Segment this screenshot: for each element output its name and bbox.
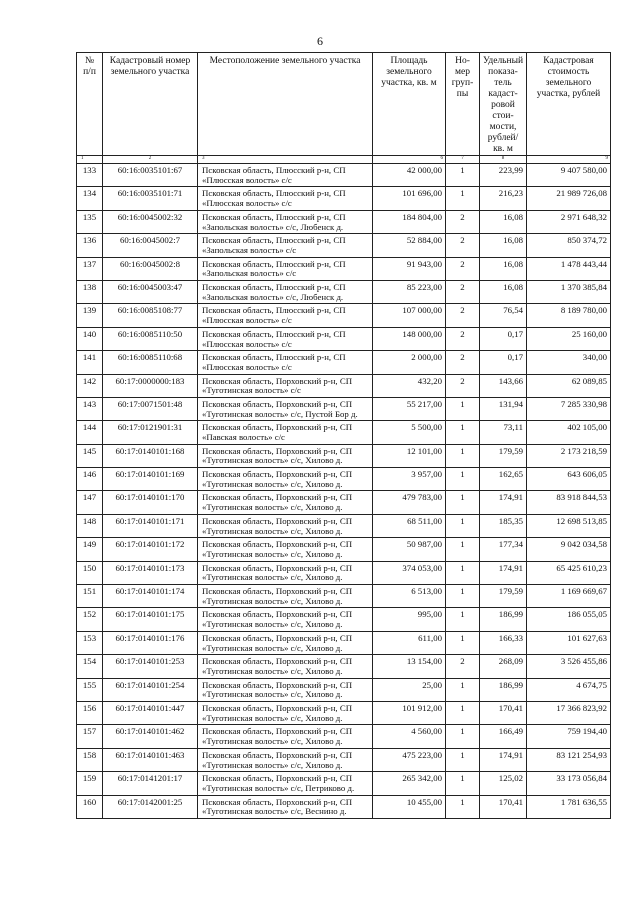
cadastral-cost: 12 698 513,85 bbox=[527, 514, 611, 537]
location: Псковская область, Порховский р-н, СП «Туготинская волость» с/с, Хилово д. bbox=[198, 748, 373, 771]
specific-value: 166,49 bbox=[480, 725, 527, 748]
area: 2 000,00 bbox=[373, 351, 446, 374]
table-header-row bbox=[77, 53, 611, 156]
cadastral-number: 60:16:0085110:68 bbox=[103, 351, 198, 374]
group-number: 2 bbox=[446, 210, 480, 233]
cadastral-number: 60:16:0035101:71 bbox=[103, 187, 198, 210]
group-number: 1 bbox=[446, 772, 480, 795]
cadastral-number: 60:17:0140101:462 bbox=[103, 725, 198, 748]
group-number: 1 bbox=[446, 514, 480, 537]
header-location: Местоположение земельного участка bbox=[198, 53, 373, 156]
cadastral-cost: 101 627,63 bbox=[527, 631, 611, 654]
location: Псковская область, Порховский р-н, СП «Павская волость» с/с bbox=[198, 421, 373, 444]
cadastral-number: 60:17:0140101:171 bbox=[103, 514, 198, 537]
group-number: 2 bbox=[446, 374, 480, 397]
group-number: 1 bbox=[446, 795, 480, 818]
table-body bbox=[77, 164, 611, 819]
table-row bbox=[77, 468, 611, 491]
cadastral-number: 60:17:0071501:48 bbox=[103, 397, 198, 420]
table-row bbox=[77, 538, 611, 561]
table-row bbox=[77, 421, 611, 444]
location: Псковская область, Порховский р-н, СП «Туготинская волость» с/с, Пустой Бор д. bbox=[198, 397, 373, 420]
header-num: № п/п bbox=[77, 53, 103, 156]
group-number: 2 bbox=[446, 351, 480, 374]
row-number: 137 bbox=[77, 257, 103, 280]
specific-value: 143,66 bbox=[480, 374, 527, 397]
location: Псковская область, Плюсский р-н, СП «Плюсская волость» с/с bbox=[198, 304, 373, 327]
table-row bbox=[77, 514, 611, 537]
group-number: 2 bbox=[446, 257, 480, 280]
area: 3 957,00 bbox=[373, 468, 446, 491]
cadastral-number: 60:17:0140101:254 bbox=[103, 678, 198, 701]
column-number: 9 bbox=[527, 156, 611, 164]
specific-value: 16,08 bbox=[480, 234, 527, 257]
cadastral-cost: 83 918 844,53 bbox=[527, 491, 611, 514]
location: Псковская область, Порховский р-н, СП «Туготинская волость» с/с bbox=[198, 374, 373, 397]
group-number: 1 bbox=[446, 187, 480, 210]
location: Псковская область, Порховский р-н, СП «Туготинская волость» с/с, Хилово д. bbox=[198, 585, 373, 608]
row-number: 151 bbox=[77, 585, 103, 608]
cadastral-number: 60:17:0142001:25 bbox=[103, 795, 198, 818]
location: Псковская область, Порховский р-н, СП «Туготинская волость» с/с, Хилово д. bbox=[198, 514, 373, 537]
table-row bbox=[77, 351, 611, 374]
row-number: 138 bbox=[77, 280, 103, 303]
group-number: 1 bbox=[446, 491, 480, 514]
row-number: 145 bbox=[77, 444, 103, 467]
group-number: 1 bbox=[446, 748, 480, 771]
location: Псковская область, Порховский р-н, СП «Туготинская волость» с/с, Петриково д. bbox=[198, 772, 373, 795]
group-number: 1 bbox=[446, 585, 480, 608]
location: Псковская область, Плюсский р-н, СП «Запольская волость» с/с, Любенск д. bbox=[198, 280, 373, 303]
area: 42 000,00 bbox=[373, 164, 446, 187]
location: Псковская область, Плюсский р-н, СП «Запольская волость» с/с bbox=[198, 257, 373, 280]
header-specific-value: Удельный показа- тель кадаст- ровой стои- мости, рублей/ кв. м bbox=[480, 53, 527, 156]
header-group: Но- мер груп- пы bbox=[446, 53, 480, 156]
row-number: 135 bbox=[77, 210, 103, 233]
table-row bbox=[77, 608, 611, 631]
cadastral-cost: 9 042 034,58 bbox=[527, 538, 611, 561]
area: 148 000,00 bbox=[373, 327, 446, 350]
area: 12 101,00 bbox=[373, 444, 446, 467]
group-number: 2 bbox=[446, 655, 480, 678]
cadastral-cost: 65 425 610,23 bbox=[527, 561, 611, 584]
table-row bbox=[77, 444, 611, 467]
group-number: 2 bbox=[446, 280, 480, 303]
table-row bbox=[77, 187, 611, 210]
table-row bbox=[77, 210, 611, 233]
specific-value: 16,08 bbox=[480, 210, 527, 233]
cadastral-number: 60:16:0085110:50 bbox=[103, 327, 198, 350]
table-row bbox=[77, 631, 611, 654]
group-number: 1 bbox=[446, 397, 480, 420]
table-row bbox=[77, 491, 611, 514]
cadastral-number: 60:17:0140101:175 bbox=[103, 608, 198, 631]
group-number: 1 bbox=[446, 561, 480, 584]
area: 10 455,00 bbox=[373, 795, 446, 818]
cadastral-cost: 186 055,05 bbox=[527, 608, 611, 631]
cadastral-number: 60:17:0141201:17 bbox=[103, 772, 198, 795]
group-number: 1 bbox=[446, 444, 480, 467]
area: 4 560,00 bbox=[373, 725, 446, 748]
row-number: 159 bbox=[77, 772, 103, 795]
area: 611,00 bbox=[373, 631, 446, 654]
group-number: 2 bbox=[446, 327, 480, 350]
specific-value: 185,35 bbox=[480, 514, 527, 537]
specific-value: 16,08 bbox=[480, 280, 527, 303]
area: 68 511,00 bbox=[373, 514, 446, 537]
specific-value: 0,17 bbox=[480, 351, 527, 374]
group-number: 1 bbox=[446, 725, 480, 748]
cadastral-number: 60:16:0085108:77 bbox=[103, 304, 198, 327]
location: Псковская область, Порховский р-н, СП «Туготинская волость» с/с, Хилово д. bbox=[198, 561, 373, 584]
cadastral-cost: 850 374,72 bbox=[527, 234, 611, 257]
row-number: 144 bbox=[77, 421, 103, 444]
column-number: 6 bbox=[373, 156, 446, 164]
specific-value: 131,94 bbox=[480, 397, 527, 420]
area: 184 804,00 bbox=[373, 210, 446, 233]
row-number: 134 bbox=[77, 187, 103, 210]
specific-value: 179,59 bbox=[480, 444, 527, 467]
group-number: 1 bbox=[446, 631, 480, 654]
group-number: 1 bbox=[446, 701, 480, 724]
header-cadastral-cost: Кадастровая стоимость земельного участка, рублей bbox=[527, 53, 611, 156]
specific-value: 268,09 bbox=[480, 655, 527, 678]
cadastral-number: 60:16:0045003:47 bbox=[103, 280, 198, 303]
area: 52 884,00 bbox=[373, 234, 446, 257]
table-row bbox=[77, 795, 611, 818]
table-row bbox=[77, 561, 611, 584]
cadastral-number: 60:17:0140101:174 bbox=[103, 585, 198, 608]
cadastral-number: 60:17:0140101:463 bbox=[103, 748, 198, 771]
location: Псковская область, Плюсский р-н, СП «Плюсская волость» с/с bbox=[198, 351, 373, 374]
row-number: 139 bbox=[77, 304, 103, 327]
cadastral-number: 60:16:0035101:67 bbox=[103, 164, 198, 187]
location: Псковская область, Порховский р-н, СП «Туготинская волость» с/с, Хилово д. bbox=[198, 701, 373, 724]
location: Псковская область, Порховский р-н, СП «Туготинская волость» с/с, Хилово д. bbox=[198, 655, 373, 678]
cadastral-cost: 83 121 254,93 bbox=[527, 748, 611, 771]
area: 101 912,00 bbox=[373, 701, 446, 724]
specific-value: 162,65 bbox=[480, 468, 527, 491]
cadastral-cost: 2 971 648,32 bbox=[527, 210, 611, 233]
specific-value: 170,41 bbox=[480, 795, 527, 818]
cadastral-cost: 33 173 056,84 bbox=[527, 772, 611, 795]
area: 107 000,00 bbox=[373, 304, 446, 327]
cadastral-cost: 25 160,00 bbox=[527, 327, 611, 350]
table-row bbox=[77, 280, 611, 303]
specific-value: 170,41 bbox=[480, 701, 527, 724]
specific-value: 16,08 bbox=[480, 257, 527, 280]
column-number-row bbox=[77, 156, 611, 164]
area: 479 783,00 bbox=[373, 491, 446, 514]
area: 374 053,00 bbox=[373, 561, 446, 584]
column-number: 7 bbox=[446, 156, 480, 164]
cadastral-cost: 3 526 455,86 bbox=[527, 655, 611, 678]
table-row bbox=[77, 374, 611, 397]
table-row bbox=[77, 327, 611, 350]
cadastral-number: 60:17:0121901:31 bbox=[103, 421, 198, 444]
cadastral-number: 60:17:0140101:170 bbox=[103, 491, 198, 514]
location: Псковская область, Порховский р-н, СП «Туготинская волость» с/с, Хилово д. bbox=[198, 631, 373, 654]
row-number: 140 bbox=[77, 327, 103, 350]
row-number: 160 bbox=[77, 795, 103, 818]
area: 101 696,00 bbox=[373, 187, 446, 210]
row-number: 136 bbox=[77, 234, 103, 257]
page-number: 6 bbox=[317, 34, 323, 48]
row-number: 158 bbox=[77, 748, 103, 771]
row-number: 147 bbox=[77, 491, 103, 514]
table-row bbox=[77, 257, 611, 280]
row-number: 152 bbox=[77, 608, 103, 631]
row-number: 142 bbox=[77, 374, 103, 397]
table-row bbox=[77, 748, 611, 771]
cadastral-cost: 340,00 bbox=[527, 351, 611, 374]
table-row bbox=[77, 701, 611, 724]
row-number: 154 bbox=[77, 655, 103, 678]
group-number: 1 bbox=[446, 538, 480, 561]
specific-value: 166,33 bbox=[480, 631, 527, 654]
row-number: 150 bbox=[77, 561, 103, 584]
area: 50 987,00 bbox=[373, 538, 446, 561]
specific-value: 73,11 bbox=[480, 421, 527, 444]
location: Псковская область, Порховский р-н, СП «Туготинская волость» с/с, Хилово д. bbox=[198, 538, 373, 561]
area: 91 943,00 bbox=[373, 257, 446, 280]
table-row bbox=[77, 164, 611, 187]
cadastral-number: 60:17:0140101:447 bbox=[103, 701, 198, 724]
row-number: 141 bbox=[77, 351, 103, 374]
specific-value: 174,91 bbox=[480, 748, 527, 771]
specific-value: 223,99 bbox=[480, 164, 527, 187]
specific-value: 174,91 bbox=[480, 561, 527, 584]
row-number: 146 bbox=[77, 468, 103, 491]
row-number: 133 bbox=[77, 164, 103, 187]
cadastral-number: 60:17:0140101:172 bbox=[103, 538, 198, 561]
cadastral-number: 60:17:0000000:183 bbox=[103, 374, 198, 397]
column-number: 3 bbox=[198, 156, 373, 164]
group-number: 2 bbox=[446, 234, 480, 257]
column-number: 1 bbox=[77, 156, 103, 164]
table-row bbox=[77, 655, 611, 678]
column-number: 2 bbox=[103, 156, 198, 164]
location: Псковская область, Плюсский р-н, СП «Запольская волость» с/с bbox=[198, 234, 373, 257]
table-row bbox=[77, 772, 611, 795]
cadastral-number: 60:16:0045002:7 bbox=[103, 234, 198, 257]
location: Псковская область, Порховский р-н, СП «Туготинская волость» с/с, Хилово д. bbox=[198, 491, 373, 514]
cadastral-cost: 1 169 669,67 bbox=[527, 585, 611, 608]
cadastral-number: 60:16:0045002:8 bbox=[103, 257, 198, 280]
area: 13 154,00 bbox=[373, 655, 446, 678]
table-row bbox=[77, 725, 611, 748]
location: Псковская область, Порховский р-н, СП «Туготинская волость» с/с, Хилово д. bbox=[198, 444, 373, 467]
location: Псковская область, Порховский р-н, СП «Туготинская волость» с/с, Хилово д. bbox=[198, 468, 373, 491]
row-number: 149 bbox=[77, 538, 103, 561]
column-number: 8 bbox=[480, 156, 527, 164]
area: 25,00 bbox=[373, 678, 446, 701]
group-number: 1 bbox=[446, 468, 480, 491]
group-number: 1 bbox=[446, 608, 480, 631]
header-cadastral-number: Кадастровый номер земельного участка bbox=[103, 53, 198, 156]
cadastral-cost: 1 781 636,55 bbox=[527, 795, 611, 818]
cadastral-number: 60:16:0045002:32 bbox=[103, 210, 198, 233]
specific-value: 0,17 bbox=[480, 327, 527, 350]
cadastral-number: 60:17:0140101:173 bbox=[103, 561, 198, 584]
group-number: 1 bbox=[446, 421, 480, 444]
table-row bbox=[77, 234, 611, 257]
cadastral-cost: 62 089,85 bbox=[527, 374, 611, 397]
specific-value: 76,54 bbox=[480, 304, 527, 327]
area: 995,00 bbox=[373, 608, 446, 631]
area: 85 223,00 bbox=[373, 280, 446, 303]
location: Псковская область, Плюсский р-н, СП «Запольская волость» с/с, Любенск д. bbox=[198, 210, 373, 233]
row-number: 156 bbox=[77, 701, 103, 724]
cadastral-cost: 759 194,40 bbox=[527, 725, 611, 748]
group-number: 1 bbox=[446, 678, 480, 701]
area: 5 500,00 bbox=[373, 421, 446, 444]
cadastral-cost: 402 105,00 bbox=[527, 421, 611, 444]
cadastral-cost: 1 478 443,44 bbox=[527, 257, 611, 280]
header-area: Площадь земельного участка, кв. м bbox=[373, 53, 446, 156]
specific-value: 177,34 bbox=[480, 538, 527, 561]
location: Псковская область, Порховский р-н, СП «Туготинская волость» с/с, Хилово д. bbox=[198, 725, 373, 748]
table-row bbox=[77, 397, 611, 420]
cadastral-cost: 643 606,05 bbox=[527, 468, 611, 491]
cadastral-cost: 4 674,75 bbox=[527, 678, 611, 701]
cadastral-number: 60:17:0140101:253 bbox=[103, 655, 198, 678]
cadastral-cost: 21 989 726,08 bbox=[527, 187, 611, 210]
row-number: 148 bbox=[77, 514, 103, 537]
location: Псковская область, Порховский р-н, СП «Туготинская волость» с/с, Хилово д. bbox=[198, 678, 373, 701]
area: 55 217,00 bbox=[373, 397, 446, 420]
cadastral-number: 60:17:0140101:169 bbox=[103, 468, 198, 491]
row-number: 143 bbox=[77, 397, 103, 420]
area: 432,20 bbox=[373, 374, 446, 397]
specific-value: 125,02 bbox=[480, 772, 527, 795]
group-number: 1 bbox=[446, 164, 480, 187]
row-number: 155 bbox=[77, 678, 103, 701]
specific-value: 186,99 bbox=[480, 678, 527, 701]
specific-value: 174,91 bbox=[480, 491, 527, 514]
location: Псковская область, Порховский р-н, СП «Туготинская волость» с/с, Хилово д. bbox=[198, 608, 373, 631]
cadastral-cost: 7 285 330,98 bbox=[527, 397, 611, 420]
specific-value: 179,59 bbox=[480, 585, 527, 608]
cadastral-cost: 8 189 780,00 bbox=[527, 304, 611, 327]
location: Псковская область, Плюсский р-н, СП «Плюсская волость» с/с bbox=[198, 164, 373, 187]
area: 265 342,00 bbox=[373, 772, 446, 795]
table-row bbox=[77, 678, 611, 701]
table-row bbox=[77, 304, 611, 327]
cadastral-number: 60:17:0140101:176 bbox=[103, 631, 198, 654]
cadastral-cost: 17 366 823,92 bbox=[527, 701, 611, 724]
cadastral-cost: 1 370 385,84 bbox=[527, 280, 611, 303]
location: Псковская область, Порховский р-н, СП «Туготинская волость» с/с, Веснино д. bbox=[198, 795, 373, 818]
land-plots-table bbox=[76, 52, 611, 819]
cadastral-cost: 2 173 218,59 bbox=[527, 444, 611, 467]
specific-value: 186,99 bbox=[480, 608, 527, 631]
cadastral-number: 60:17:0140101:168 bbox=[103, 444, 198, 467]
table-row bbox=[77, 585, 611, 608]
group-number: 2 bbox=[446, 304, 480, 327]
row-number: 157 bbox=[77, 725, 103, 748]
specific-value: 216,23 bbox=[480, 187, 527, 210]
row-number: 153 bbox=[77, 631, 103, 654]
location: Псковская область, Плюсский р-н, СП «Плюсская волость» с/с bbox=[198, 187, 373, 210]
location: Псковская область, Плюсский р-н, СП «Плюсская волость» с/с bbox=[198, 327, 373, 350]
area: 475 223,00 bbox=[373, 748, 446, 771]
cadastral-cost: 9 407 580,00 bbox=[527, 164, 611, 187]
area: 6 513,00 bbox=[373, 585, 446, 608]
